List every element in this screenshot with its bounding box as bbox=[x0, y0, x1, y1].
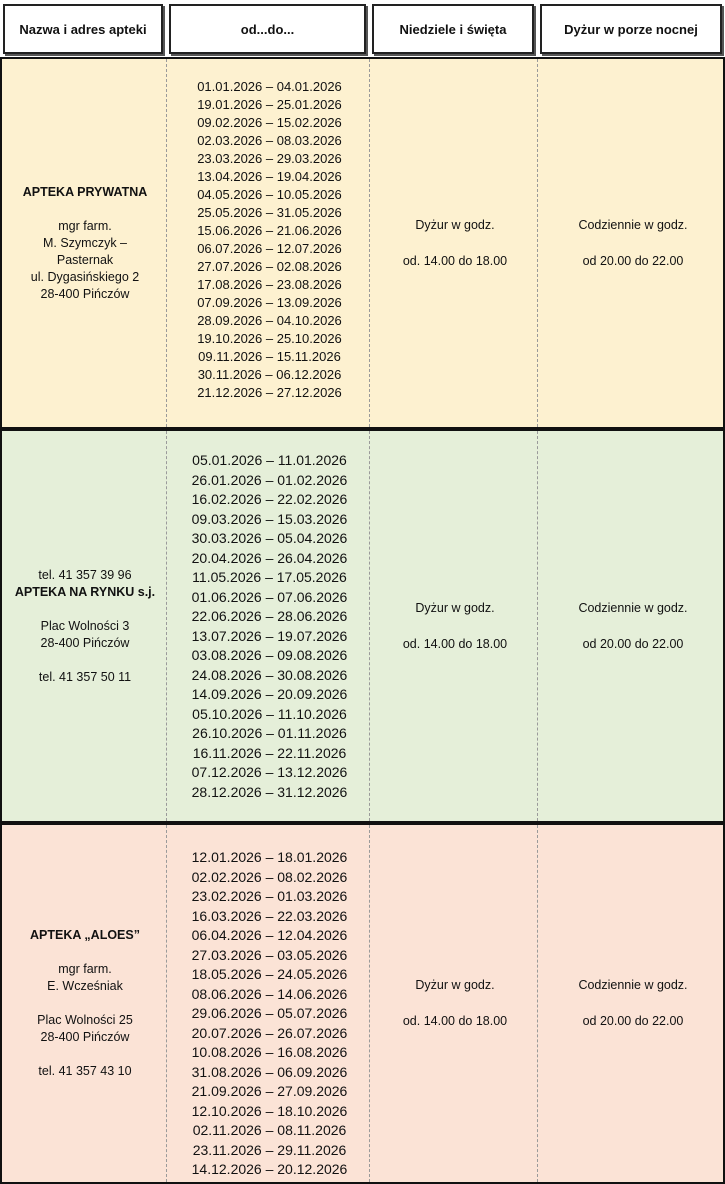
sunday-duty-hours: od. 14.00 do 18.00 bbox=[402, 253, 508, 268]
duty-date: 28.12.2026 – 31.12.2026 bbox=[191, 783, 348, 800]
pharmacy-street: Plac Wolności 3 bbox=[40, 618, 130, 633]
duty-date: 07.09.2026 – 13.09.2026 bbox=[197, 295, 342, 310]
night-duty-label: Codziennie w godz. bbox=[578, 217, 688, 232]
duty-date: 25.05.2026 – 31.05.2026 bbox=[197, 205, 342, 220]
duty-date: 06.04.2026 – 12.04.2026 bbox=[191, 927, 348, 943]
pharmacy-row-aloes bbox=[0, 823, 725, 1184]
duty-date: 29.06.2026 – 05.07.2026 bbox=[191, 1005, 348, 1021]
duty-date: 19.01.2026 – 25.01.2026 bbox=[197, 97, 342, 112]
duty-date: 11.05.2026 – 17.05.2026 bbox=[192, 569, 347, 585]
duty-dates-list bbox=[168, 848, 371, 1180]
duty-date: 16.03.2026 – 22.03.2026 bbox=[191, 907, 348, 924]
duty-date: 09.11.2026 – 15.11.2026 bbox=[198, 349, 341, 364]
duty-dates-list bbox=[168, 78, 371, 402]
night-duty-hours: od 20.00 do 22.00 bbox=[582, 636, 684, 651]
night-duty bbox=[539, 59, 725, 427]
header-cell-name bbox=[0, 0, 166, 57]
night-duty-label: Codziennie w godz. bbox=[578, 600, 688, 615]
duty-date: 14.12.2026 – 20.12.2026 bbox=[191, 1161, 348, 1177]
duty-date: 27.07.2026 – 02.08.2026 bbox=[197, 259, 342, 274]
sunday-duty-hours: od. 14.00 do 18.00 bbox=[402, 636, 508, 651]
pharmacy-city: 28-400 Pińczów bbox=[40, 635, 130, 650]
duty-date: 20.07.2026 – 26.07.2026 bbox=[191, 1024, 348, 1041]
duty-date: 23.03.2026 – 29.03.2026 bbox=[197, 151, 342, 166]
duty-date: 30.03.2026 – 05.04.2026 bbox=[191, 530, 348, 546]
duty-date: 02.11.2026 – 08.11.2026 bbox=[192, 1122, 347, 1138]
header-name-label: Nazwa i adres apteki bbox=[3, 4, 163, 54]
header-sundays-label: Niedziele i święta bbox=[372, 4, 534, 54]
duty-date: 01.06.2026 – 07.06.2026 bbox=[191, 588, 348, 605]
duty-date: 02.03.2026 – 08.03.2026 bbox=[197, 133, 342, 148]
duty-date: 09.03.2026 – 15.03.2026 bbox=[191, 510, 348, 527]
sunday-duty-label: Dyżur w godz. bbox=[415, 978, 495, 992]
duty-date: 21.09.2026 – 27.09.2026 bbox=[191, 1083, 348, 1099]
duty-date: 01.01.2026 – 04.01.2026 bbox=[197, 79, 342, 94]
header-cell-night bbox=[537, 0, 725, 57]
duty-date: 05.10.2026 – 11.10.2026 bbox=[192, 705, 347, 722]
duty-date: 20.04.2026 – 26.04.2026 bbox=[191, 549, 348, 566]
header-dates-label: od...do... bbox=[169, 4, 366, 54]
duty-date: 12.10.2026 – 18.10.2026 bbox=[191, 1102, 348, 1119]
duty-date: 21.12.2026 – 27.12.2026 bbox=[197, 385, 342, 400]
duty-date: 14.09.2026 – 20.09.2026 bbox=[191, 686, 348, 702]
header-cell-dates bbox=[166, 0, 369, 57]
pharmacy-name: APTEKA PRYWATNA bbox=[22, 184, 148, 199]
sunday-duty bbox=[371, 59, 539, 427]
pharmacy-info bbox=[2, 59, 168, 427]
duty-date: 08.06.2026 – 14.06.2026 bbox=[191, 985, 348, 1002]
night-duty-label: Codziennie w godz. bbox=[578, 978, 688, 992]
duty-date: 06.07.2026 – 12.07.2026 bbox=[197, 241, 342, 256]
duty-date: 30.11.2026 – 06.12.2026 bbox=[197, 367, 342, 382]
sunday-duty-hours: od. 14.00 do 18.00 bbox=[402, 1014, 508, 1028]
sunday-duty bbox=[371, 825, 539, 1182]
sunday-duty-label: Dyżur w godz. bbox=[415, 600, 495, 615]
sunday-duty-label: Dyżur w godz. bbox=[415, 217, 495, 232]
night-duty bbox=[539, 431, 725, 821]
night-duty-hours: od 20.00 do 22.00 bbox=[582, 253, 684, 268]
duty-date: 17.08.2026 – 23.08.2026 bbox=[197, 277, 342, 292]
duty-date: 09.02.2026 – 15.02.2026 bbox=[197, 115, 342, 130]
pharmacy-row-prywatna bbox=[0, 57, 725, 429]
duty-date: 18.05.2026 – 24.05.2026 bbox=[191, 966, 348, 982]
night-duty bbox=[539, 825, 725, 1182]
duty-date: 07.12.2026 – 13.12.2026 bbox=[191, 764, 348, 780]
pharmacist-title: mgr farm. bbox=[58, 962, 112, 976]
duty-date: 28.09.2026 – 04.10.2026 bbox=[197, 313, 342, 328]
pharmacy-street: ul. Dygasińskiego 2 bbox=[30, 269, 140, 284]
duty-date: 02.02.2026 – 08.02.2026 bbox=[191, 868, 348, 885]
duty-date: 16.11.2026 – 22.11.2026 bbox=[192, 744, 347, 761]
pharmacy-phone-top: tel. 41 357 39 96 bbox=[38, 567, 132, 582]
pharmacist-name: M. Szymczyk – bbox=[42, 235, 128, 250]
header-cell-sundays bbox=[369, 0, 537, 57]
duty-date: 05.01.2026 – 11.01.2026 bbox=[192, 452, 347, 468]
duty-date: 13.04.2026 – 19.04.2026 bbox=[197, 169, 342, 184]
pharmacy-phone: tel. 41 357 50 11 bbox=[38, 669, 132, 684]
duty-date: 26.01.2026 – 01.02.2026 bbox=[191, 471, 348, 488]
pharmacy-name: APTEKA NA RYNKU s.j. bbox=[14, 584, 156, 599]
pharmacy-info bbox=[2, 431, 168, 821]
pharmacist-title: mgr farm. bbox=[58, 218, 112, 233]
duty-date: 10.08.2026 – 16.08.2026 bbox=[191, 1044, 348, 1060]
pharmacy-city: 28-400 Pińczów bbox=[40, 1030, 130, 1044]
pharmacy-name: APTEKA „ALOES” bbox=[30, 928, 140, 942]
duty-date: 23.11.2026 – 29.11.2026 bbox=[192, 1141, 347, 1158]
pharmacy-info bbox=[2, 825, 168, 1182]
duty-date: 03.08.2026 – 09.08.2026 bbox=[191, 647, 348, 663]
duty-dates-list bbox=[168, 451, 371, 802]
duty-date: 26.10.2026 – 01.11.2026 bbox=[192, 725, 347, 741]
duty-date: 19.10.2026 – 25.10.2026 bbox=[197, 331, 342, 346]
pharmacy-city: 28-400 Pińczów bbox=[40, 286, 130, 301]
duty-date: 12.01.2026 – 18.01.2026 bbox=[191, 849, 348, 865]
pharmacist-name-cont: Pasternak bbox=[56, 252, 114, 267]
pharmacist-name: E. Wcześniak bbox=[47, 979, 123, 993]
pharmacy-street: Plac Wolności 25 bbox=[37, 1013, 133, 1027]
header-night-label: Dyżur w porze nocnej bbox=[540, 4, 722, 54]
duty-date: 31.08.2026 – 06.09.2026 bbox=[191, 1063, 348, 1080]
duty-date: 27.03.2026 – 03.05.2026 bbox=[191, 946, 348, 963]
duty-date: 15.06.2026 – 21.06.2026 bbox=[197, 223, 342, 238]
duty-date: 16.02.2026 – 22.02.2026 bbox=[191, 491, 348, 507]
pharmacy-row-na-rynku bbox=[0, 429, 725, 823]
duty-date: 23.02.2026 – 01.03.2026 bbox=[191, 888, 348, 904]
duty-date: 22.06.2026 – 28.06.2026 bbox=[191, 608, 348, 624]
pharmacy-phone: tel. 41 357 43 10 bbox=[38, 1064, 132, 1078]
sunday-duty bbox=[371, 431, 539, 821]
night-duty-hours: od 20.00 do 22.00 bbox=[582, 1014, 684, 1028]
duty-date: 24.08.2026 – 30.08.2026 bbox=[191, 666, 348, 683]
duty-date: 13.07.2026 – 19.07.2026 bbox=[191, 627, 348, 644]
duty-date: 04.05.2026 – 10.05.2026 bbox=[197, 187, 342, 202]
